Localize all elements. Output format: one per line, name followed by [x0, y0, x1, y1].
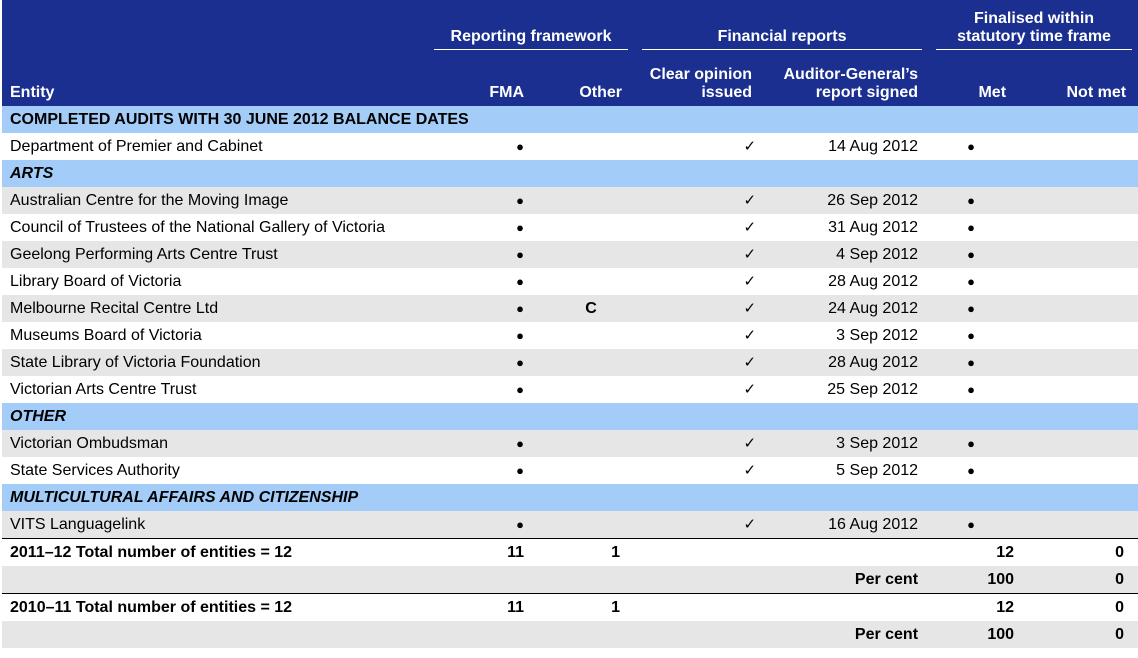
met-bullet-icon: ● [928, 187, 1032, 214]
group-header-finalised: Finalised within statutory time frame [928, 0, 1138, 54]
total-fma: 11 [426, 539, 536, 567]
total-row [2, 594, 1138, 622]
section-title: COMPLETED AUDITS WITH 30 JUNE 2012 BALANCE DATES [2, 106, 1138, 133]
column-header-not-met: Not met [1032, 54, 1138, 106]
not-met-value [1032, 376, 1138, 403]
section-title: OTHER [2, 403, 1138, 430]
total-signed-blank [756, 539, 928, 567]
table-row [2, 268, 1138, 295]
total-clear-blank [634, 539, 756, 567]
header-blank [2, 0, 426, 54]
report-signed-date: 28 Aug 2012 [756, 349, 928, 376]
table-row [2, 322, 1138, 349]
not-met-value [1032, 214, 1138, 241]
other-framework-value [536, 187, 634, 214]
fma-bullet-icon: ● [426, 511, 536, 539]
percent-not-met: 0 [1032, 566, 1138, 594]
met-bullet-icon: ● [928, 322, 1032, 349]
clear-opinion-tick-icon: ✓ [634, 133, 756, 160]
clear-opinion-tick-icon: ✓ [634, 214, 756, 241]
column-header-auditor-general-signed: Auditor-General’s report signed [756, 54, 928, 106]
section-header-row [2, 106, 1138, 133]
clear-opinion-tick-icon: ✓ [634, 295, 756, 322]
entity-name: VITS Languagelink [2, 511, 426, 539]
percent-row [2, 566, 1138, 594]
entity-name: Department of Premier and Cabinet [2, 133, 426, 160]
total-row [2, 539, 1138, 567]
percent-row [2, 621, 1138, 648]
other-framework-value [536, 322, 634, 349]
percent-met: 100 [928, 621, 1032, 648]
section-title: MULTICULTURAL AFFAIRS AND CITIZENSHIP [2, 484, 1138, 511]
fma-bullet-icon: ● [426, 133, 536, 160]
met-bullet-icon: ● [928, 241, 1032, 268]
percent-blank [634, 566, 756, 594]
not-met-value [1032, 430, 1138, 457]
met-bullet-icon: ● [928, 268, 1032, 295]
percent-blank [426, 621, 536, 648]
met-bullet-icon: ● [928, 133, 1032, 160]
report-signed-date: 16 Aug 2012 [756, 511, 928, 539]
other-framework-value [536, 457, 634, 484]
fma-bullet-icon: ● [426, 214, 536, 241]
report-signed-date: 26 Sep 2012 [756, 187, 928, 214]
clear-opinion-tick-icon: ✓ [634, 187, 756, 214]
fma-bullet-icon: ● [426, 187, 536, 214]
other-framework-value [536, 376, 634, 403]
not-met-value [1032, 322, 1138, 349]
total-met: 12 [928, 594, 1032, 622]
section-header-row [2, 403, 1138, 430]
total-met: 12 [928, 539, 1032, 567]
clear-opinion-tick-icon: ✓ [634, 457, 756, 484]
percent-met: 100 [928, 566, 1032, 594]
report-signed-date: 3 Sep 2012 [756, 322, 928, 349]
entity-name: State Services Authority [2, 457, 426, 484]
table-row [2, 430, 1138, 457]
other-framework-value: C [536, 295, 634, 322]
clear-opinion-tick-icon: ✓ [634, 349, 756, 376]
table-row [2, 511, 1138, 539]
met-bullet-icon: ● [928, 214, 1032, 241]
entity-name: Geelong Performing Arts Centre Trust [2, 241, 426, 268]
total-label: 2010–11 Total number of entities = 12 [2, 594, 426, 622]
report-signed-date: 4 Sep 2012 [756, 241, 928, 268]
fma-bullet-icon: ● [426, 457, 536, 484]
total-other: 1 [536, 594, 634, 622]
entity-name: State Library of Victoria Foundation [2, 349, 426, 376]
report-signed-date: 28 Aug 2012 [756, 268, 928, 295]
total-fma: 11 [426, 594, 536, 622]
entity-name: Australian Centre for the Moving Image [2, 187, 426, 214]
total-not-met: 0 [1032, 594, 1138, 622]
table-row [2, 241, 1138, 268]
table-row [2, 187, 1138, 214]
other-framework-value [536, 268, 634, 295]
met-bullet-icon: ● [928, 295, 1032, 322]
table-row [2, 349, 1138, 376]
column-header-fma: FMA [426, 54, 536, 106]
report-signed-date: 14 Aug 2012 [756, 133, 928, 160]
other-framework-value [536, 133, 634, 160]
total-signed-blank [756, 594, 928, 622]
percent-blank [634, 621, 756, 648]
fma-bullet-icon: ● [426, 241, 536, 268]
not-met-value [1032, 187, 1138, 214]
total-label: 2011–12 Total number of entities = 12 [2, 539, 426, 567]
percent-blank [2, 566, 426, 594]
clear-opinion-tick-icon: ✓ [634, 430, 756, 457]
not-met-value [1032, 349, 1138, 376]
report-signed-date: 31 Aug 2012 [756, 214, 928, 241]
not-met-value [1032, 457, 1138, 484]
percent-blank [536, 621, 634, 648]
percent-blank [2, 621, 426, 648]
percent-blank [426, 566, 536, 594]
column-header-entity: Entity [2, 54, 426, 106]
entity-name: Victorian Arts Centre Trust [2, 376, 426, 403]
not-met-value [1032, 295, 1138, 322]
audit-results-table [2, 0, 1138, 648]
entity-name: Museums Board of Victoria [2, 322, 426, 349]
report-signed-date: 25 Sep 2012 [756, 376, 928, 403]
entity-name: Council of Trustees of the National Gallery of Victoria [2, 214, 426, 241]
table-row [2, 376, 1138, 403]
clear-opinion-tick-icon: ✓ [634, 268, 756, 295]
clear-opinion-tick-icon: ✓ [634, 376, 756, 403]
other-framework-value [536, 511, 634, 539]
clear-opinion-tick-icon: ✓ [634, 241, 756, 268]
column-header-clear-opinion: Clear opinion issued [634, 54, 756, 106]
total-not-met: 0 [1032, 539, 1138, 567]
table-header [2, 0, 1138, 106]
table-row [2, 214, 1138, 241]
percent-not-met: 0 [1032, 621, 1138, 648]
fma-bullet-icon: ● [426, 349, 536, 376]
entity-name: Victorian Ombudsman [2, 430, 426, 457]
clear-opinion-tick-icon: ✓ [634, 322, 756, 349]
fma-bullet-icon: ● [426, 295, 536, 322]
section-header-row [2, 160, 1138, 187]
report-signed-date: 3 Sep 2012 [756, 430, 928, 457]
other-framework-value [536, 241, 634, 268]
group-header-financial-reports: Financial reports [634, 0, 928, 54]
report-signed-date: 5 Sep 2012 [756, 457, 928, 484]
entity-name: Library Board of Victoria [2, 268, 426, 295]
met-bullet-icon: ● [928, 430, 1032, 457]
entity-name: Melbourne Recital Centre Ltd [2, 295, 426, 322]
other-framework-value [536, 430, 634, 457]
not-met-value [1032, 241, 1138, 268]
total-other: 1 [536, 539, 634, 567]
table-body [2, 106, 1138, 648]
other-framework-value [536, 214, 634, 241]
column-header-other: Other [536, 54, 634, 106]
fma-bullet-icon: ● [426, 268, 536, 295]
group-header-reporting-framework: Reporting framework [426, 0, 634, 54]
fma-bullet-icon: ● [426, 322, 536, 349]
other-framework-value [536, 349, 634, 376]
clear-opinion-tick-icon: ✓ [634, 511, 756, 539]
report-signed-date: 24 Aug 2012 [756, 295, 928, 322]
met-bullet-icon: ● [928, 376, 1032, 403]
percent-label: Per cent [756, 621, 928, 648]
total-clear-blank [634, 594, 756, 622]
percent-blank [536, 566, 634, 594]
section-title: ARTS [2, 160, 1138, 187]
fma-bullet-icon: ● [426, 376, 536, 403]
section-header-row [2, 484, 1138, 511]
table-row [2, 457, 1138, 484]
fma-bullet-icon: ● [426, 430, 536, 457]
column-header-met: Met [928, 54, 1032, 106]
met-bullet-icon: ● [928, 511, 1032, 539]
table-row [2, 133, 1138, 160]
not-met-value [1032, 268, 1138, 295]
percent-label: Per cent [756, 566, 928, 594]
met-bullet-icon: ● [928, 457, 1032, 484]
table-row [2, 295, 1138, 322]
not-met-value [1032, 133, 1138, 160]
met-bullet-icon: ● [928, 349, 1032, 376]
not-met-value [1032, 511, 1138, 539]
